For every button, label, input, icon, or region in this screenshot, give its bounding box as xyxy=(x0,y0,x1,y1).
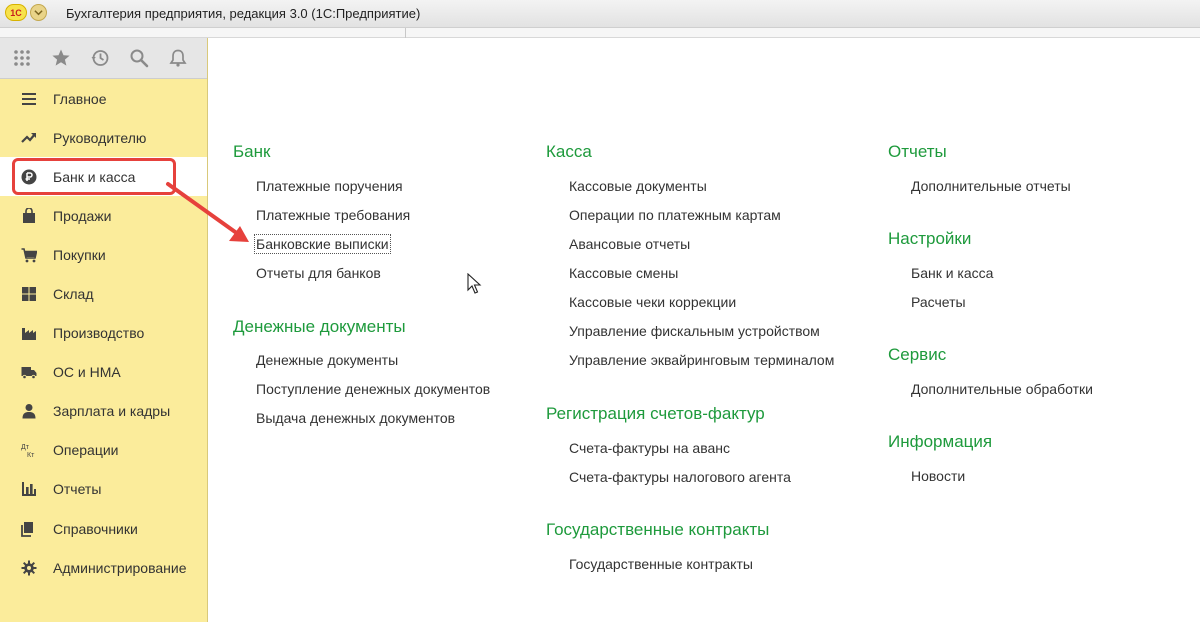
link-payment-orders[interactable]: Платежные поручения xyxy=(256,178,403,194)
dt-kt-icon xyxy=(20,441,38,459)
link-money-documents-issue[interactable]: Выдача денежных документов xyxy=(256,410,456,426)
bar-chart-icon xyxy=(20,480,38,498)
apps-grid-icon[interactable] xyxy=(12,38,51,79)
sidebar-item-references[interactable] xyxy=(0,509,207,548)
link-fiscal-device-control[interactable]: Управление фискальным устройством xyxy=(569,323,820,339)
warehouse-icon xyxy=(20,285,38,303)
section-title-money-documents: Денежные документы xyxy=(233,317,406,336)
link-cash-documents[interactable]: Кассовые документы xyxy=(569,178,707,194)
link-advance-reports[interactable]: Авансовые отчеты xyxy=(569,236,691,252)
sidebar-item-label: Склад xyxy=(53,286,94,303)
link-additional-reports[interactable]: Дополнительные отчеты xyxy=(911,178,1071,194)
kt-glyph: Кт xyxy=(27,452,35,459)
link-additional-processing[interactable]: Дополнительные обработки xyxy=(911,381,1093,397)
section-title-invoices: Регистрация счетов-фактур xyxy=(546,404,765,423)
sidebar-item-label: Справочники xyxy=(53,520,138,537)
sidebar-toolbar xyxy=(0,38,207,79)
section-title-settings: Настройки xyxy=(888,229,972,248)
books-icon xyxy=(20,520,38,538)
sidebar-item-label: Руководителю xyxy=(53,129,147,146)
person-icon xyxy=(20,402,38,420)
sidebar-item-bank-and-cash[interactable] xyxy=(0,157,207,196)
sidebar-item-main[interactable] xyxy=(0,79,207,118)
ruble-icon xyxy=(20,168,38,186)
link-settings-bank-and-cash[interactable]: Банк и касса xyxy=(911,265,994,281)
link-correction-receipts[interactable]: Кассовые чеки коррекции xyxy=(569,294,737,310)
sidebar-item-purchases[interactable] xyxy=(0,235,207,274)
sidebar-item-label: ОС и НМА xyxy=(53,364,121,381)
history-icon[interactable] xyxy=(90,38,129,79)
section-panel xyxy=(209,38,1200,622)
link-state-contracts[interactable]: Государственные контракты xyxy=(569,556,753,572)
truck-icon xyxy=(20,363,38,381)
window-title: Бухгалтерия предприятия, редакция 3.0 (1С:Предприятие) xyxy=(66,6,421,21)
sidebar-item-label: Покупки xyxy=(53,246,106,263)
sidebar-item-administration[interactable] xyxy=(0,548,207,587)
sidebar-item-fixed-assets[interactable] xyxy=(0,353,207,392)
section-title-state-contracts: Государственные контракты xyxy=(546,520,770,539)
star-icon[interactable] xyxy=(51,38,90,79)
sidebar-item-salary-hr[interactable] xyxy=(0,392,207,431)
sidebar-item-manager[interactable] xyxy=(0,118,207,157)
chevron-down-icon xyxy=(34,8,43,17)
sidebar-item-label: Главное xyxy=(53,90,107,107)
section-title-information: Информация xyxy=(888,432,993,451)
mouse-cursor-icon xyxy=(467,273,483,295)
sidebar-item-sales[interactable] xyxy=(0,196,207,235)
link-tax-agent-invoices[interactable]: Счета-фактуры налогового агента xyxy=(569,469,791,485)
sidebar-item-label: Банк и касса xyxy=(53,168,136,185)
sidebar-item-label: Отчеты xyxy=(53,481,102,498)
link-advance-invoices[interactable]: Счета-фактуры на аванс xyxy=(569,440,730,456)
dt-glyph: Дт xyxy=(21,444,29,452)
sidebar-item-label: Производство xyxy=(53,325,145,342)
tab-strip xyxy=(0,28,1200,38)
trend-icon xyxy=(20,129,38,147)
section-title-service: Сервис xyxy=(888,345,947,364)
menu-lines-icon xyxy=(20,90,38,108)
1c-logo: 1С xyxy=(5,4,27,21)
gear-icon xyxy=(20,559,38,577)
link-money-documents-receipt[interactable]: Поступление денежных документов xyxy=(256,381,491,397)
section-title-cash: Касса xyxy=(546,142,592,161)
link-bank-statements[interactable]: Банковские выписки xyxy=(256,236,389,252)
sidebar-item-label: Зарплата и кадры xyxy=(53,403,171,420)
section-title-reports: Отчеты xyxy=(888,142,947,161)
sidebar-item-label: Администрирование xyxy=(53,559,187,576)
link-payment-card-operations[interactable]: Операции по платежным картам xyxy=(569,207,781,223)
search-icon[interactable] xyxy=(129,38,168,79)
sidebar-item-production[interactable] xyxy=(0,314,207,353)
sidebar-section-list xyxy=(0,79,207,587)
window-title-bar xyxy=(0,0,1200,28)
sidebar-item-warehouse[interactable] xyxy=(0,274,207,313)
link-cash-shifts[interactable]: Кассовые смены xyxy=(569,265,679,281)
sidebar-item-label: Продажи xyxy=(53,207,112,224)
link-acquiring-terminal-control[interactable]: Управление эквайринговым терминалом xyxy=(569,352,835,368)
sidebar-item-reports[interactable] xyxy=(0,470,207,509)
link-settlements[interactable]: Расчеты xyxy=(911,294,966,310)
link-news[interactable]: Новости xyxy=(911,468,966,484)
sidebar-item-operations[interactable] xyxy=(0,431,207,470)
link-payment-requests[interactable]: Платежные требования xyxy=(256,207,411,223)
bell-icon[interactable] xyxy=(168,38,207,79)
factory-icon xyxy=(20,324,38,342)
cart-icon xyxy=(20,246,38,264)
bag-icon xyxy=(20,207,38,225)
link-reports-for-banks[interactable]: Отчеты для банков xyxy=(256,265,381,281)
sections-sidebar xyxy=(0,38,208,622)
main-menu-button[interactable] xyxy=(30,4,47,21)
sidebar-item-label: Операции xyxy=(53,442,119,459)
section-title-bank: Банк xyxy=(233,142,271,161)
link-money-documents[interactable]: Денежные документы xyxy=(256,352,399,368)
